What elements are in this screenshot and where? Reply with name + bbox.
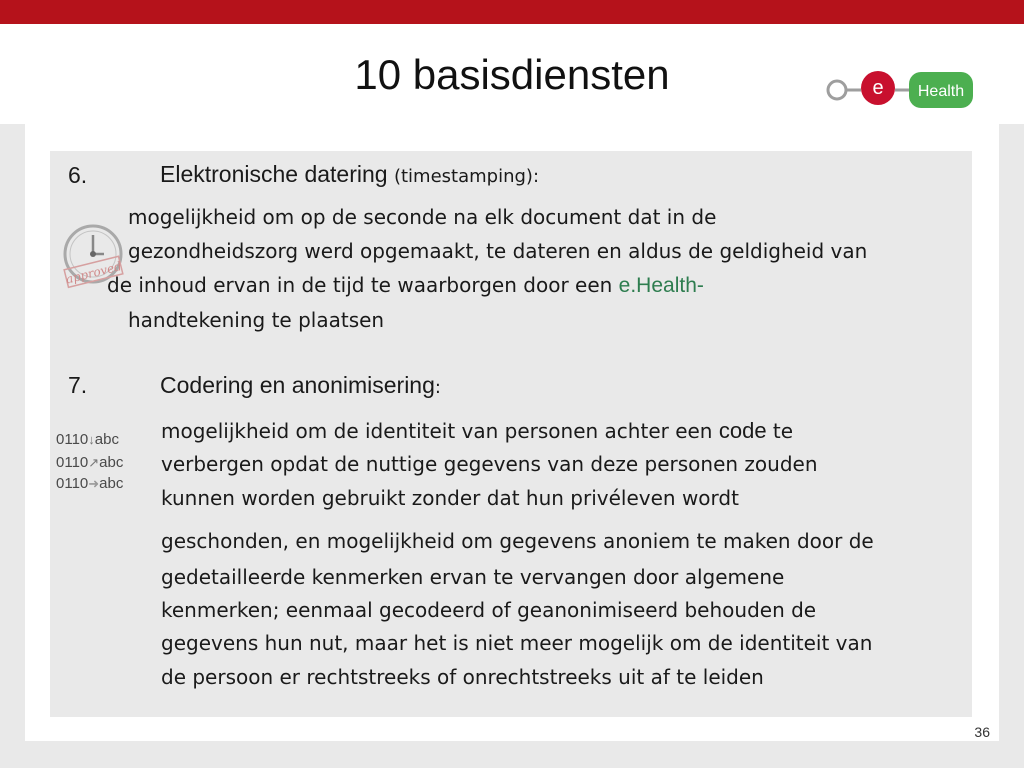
logo-word: Health <box>917 83 965 100</box>
page-number: 36 <box>974 724 990 740</box>
coding-icon-row-1: 0110↓abc <box>56 431 119 448</box>
section7-heading <box>160 374 441 397</box>
section6-line-1: mogelijkheid om op de seconde na elk document dat in de <box>128 205 717 229</box>
section6-line-4: handtekening te plaatsen <box>128 308 385 332</box>
section7-line-2: verbergen opdat de nuttige gegevens van deze personen zouden <box>161 452 818 476</box>
section7-line-1-before: mogelijkheid om de identiteit van personen achter een <box>161 419 713 443</box>
top-accent-bar <box>0 0 1024 24</box>
section7-number: 7. <box>68 372 88 398</box>
ehealth-highlight: e.Health- <box>618 274 704 297</box>
section7-line-7: gegevens hun nut, maar het is niet meer mogelijk om de identiteit van <box>161 631 873 655</box>
svg-text:approved: approved <box>64 259 124 287</box>
ehealth-logo <box>825 70 975 110</box>
section7-line-1-after: te <box>772 419 794 443</box>
section7-heading-text: Codering en anonimisering <box>160 372 435 398</box>
section7-line-5: gedetailleerde kenmerken ervan te vervangen door algemene <box>161 565 785 589</box>
section6-line-2: gezondheidszorg werd opgemaakt, te dateren en aldus de geldigheid van <box>128 239 868 263</box>
logo-letter: e <box>872 77 884 99</box>
section6-number: 6. <box>68 162 88 188</box>
section6-line-3-text: de inhoud ervan in de tijd te waarborgen door een <box>107 273 613 297</box>
section7-line-1 <box>161 420 793 442</box>
section6-heading <box>160 163 539 186</box>
section7-line-4: geschonden, en mogelijkheid om gegevens anoniem te maken door de <box>161 529 874 553</box>
section7-line-6: kenmerken; eenmaal gecodeerd of geanonimiseerd behouden de <box>161 598 817 622</box>
section7-code-word: code <box>718 418 767 443</box>
coding-icon <box>56 428 136 494</box>
coding-icon-row-3: 0110➜abc <box>56 475 124 492</box>
section6-line-3 <box>107 275 704 296</box>
section7-heading-colon: : <box>434 377 441 398</box>
coding-icon-row-2: 0110↗abc <box>56 454 124 471</box>
section7-line-3: kunnen worden gebruikt zonder dat hun privéleven wordt <box>161 486 739 510</box>
section6-heading-paren: (timestamping): <box>393 166 540 187</box>
section6-heading-text: Elektronische datering <box>160 161 388 187</box>
section7-line-8: de persoon er rechtstreeks of onrechtstreeks uit af te leiden <box>161 665 764 689</box>
slide-title: 10 basisdiensten <box>354 51 670 98</box>
